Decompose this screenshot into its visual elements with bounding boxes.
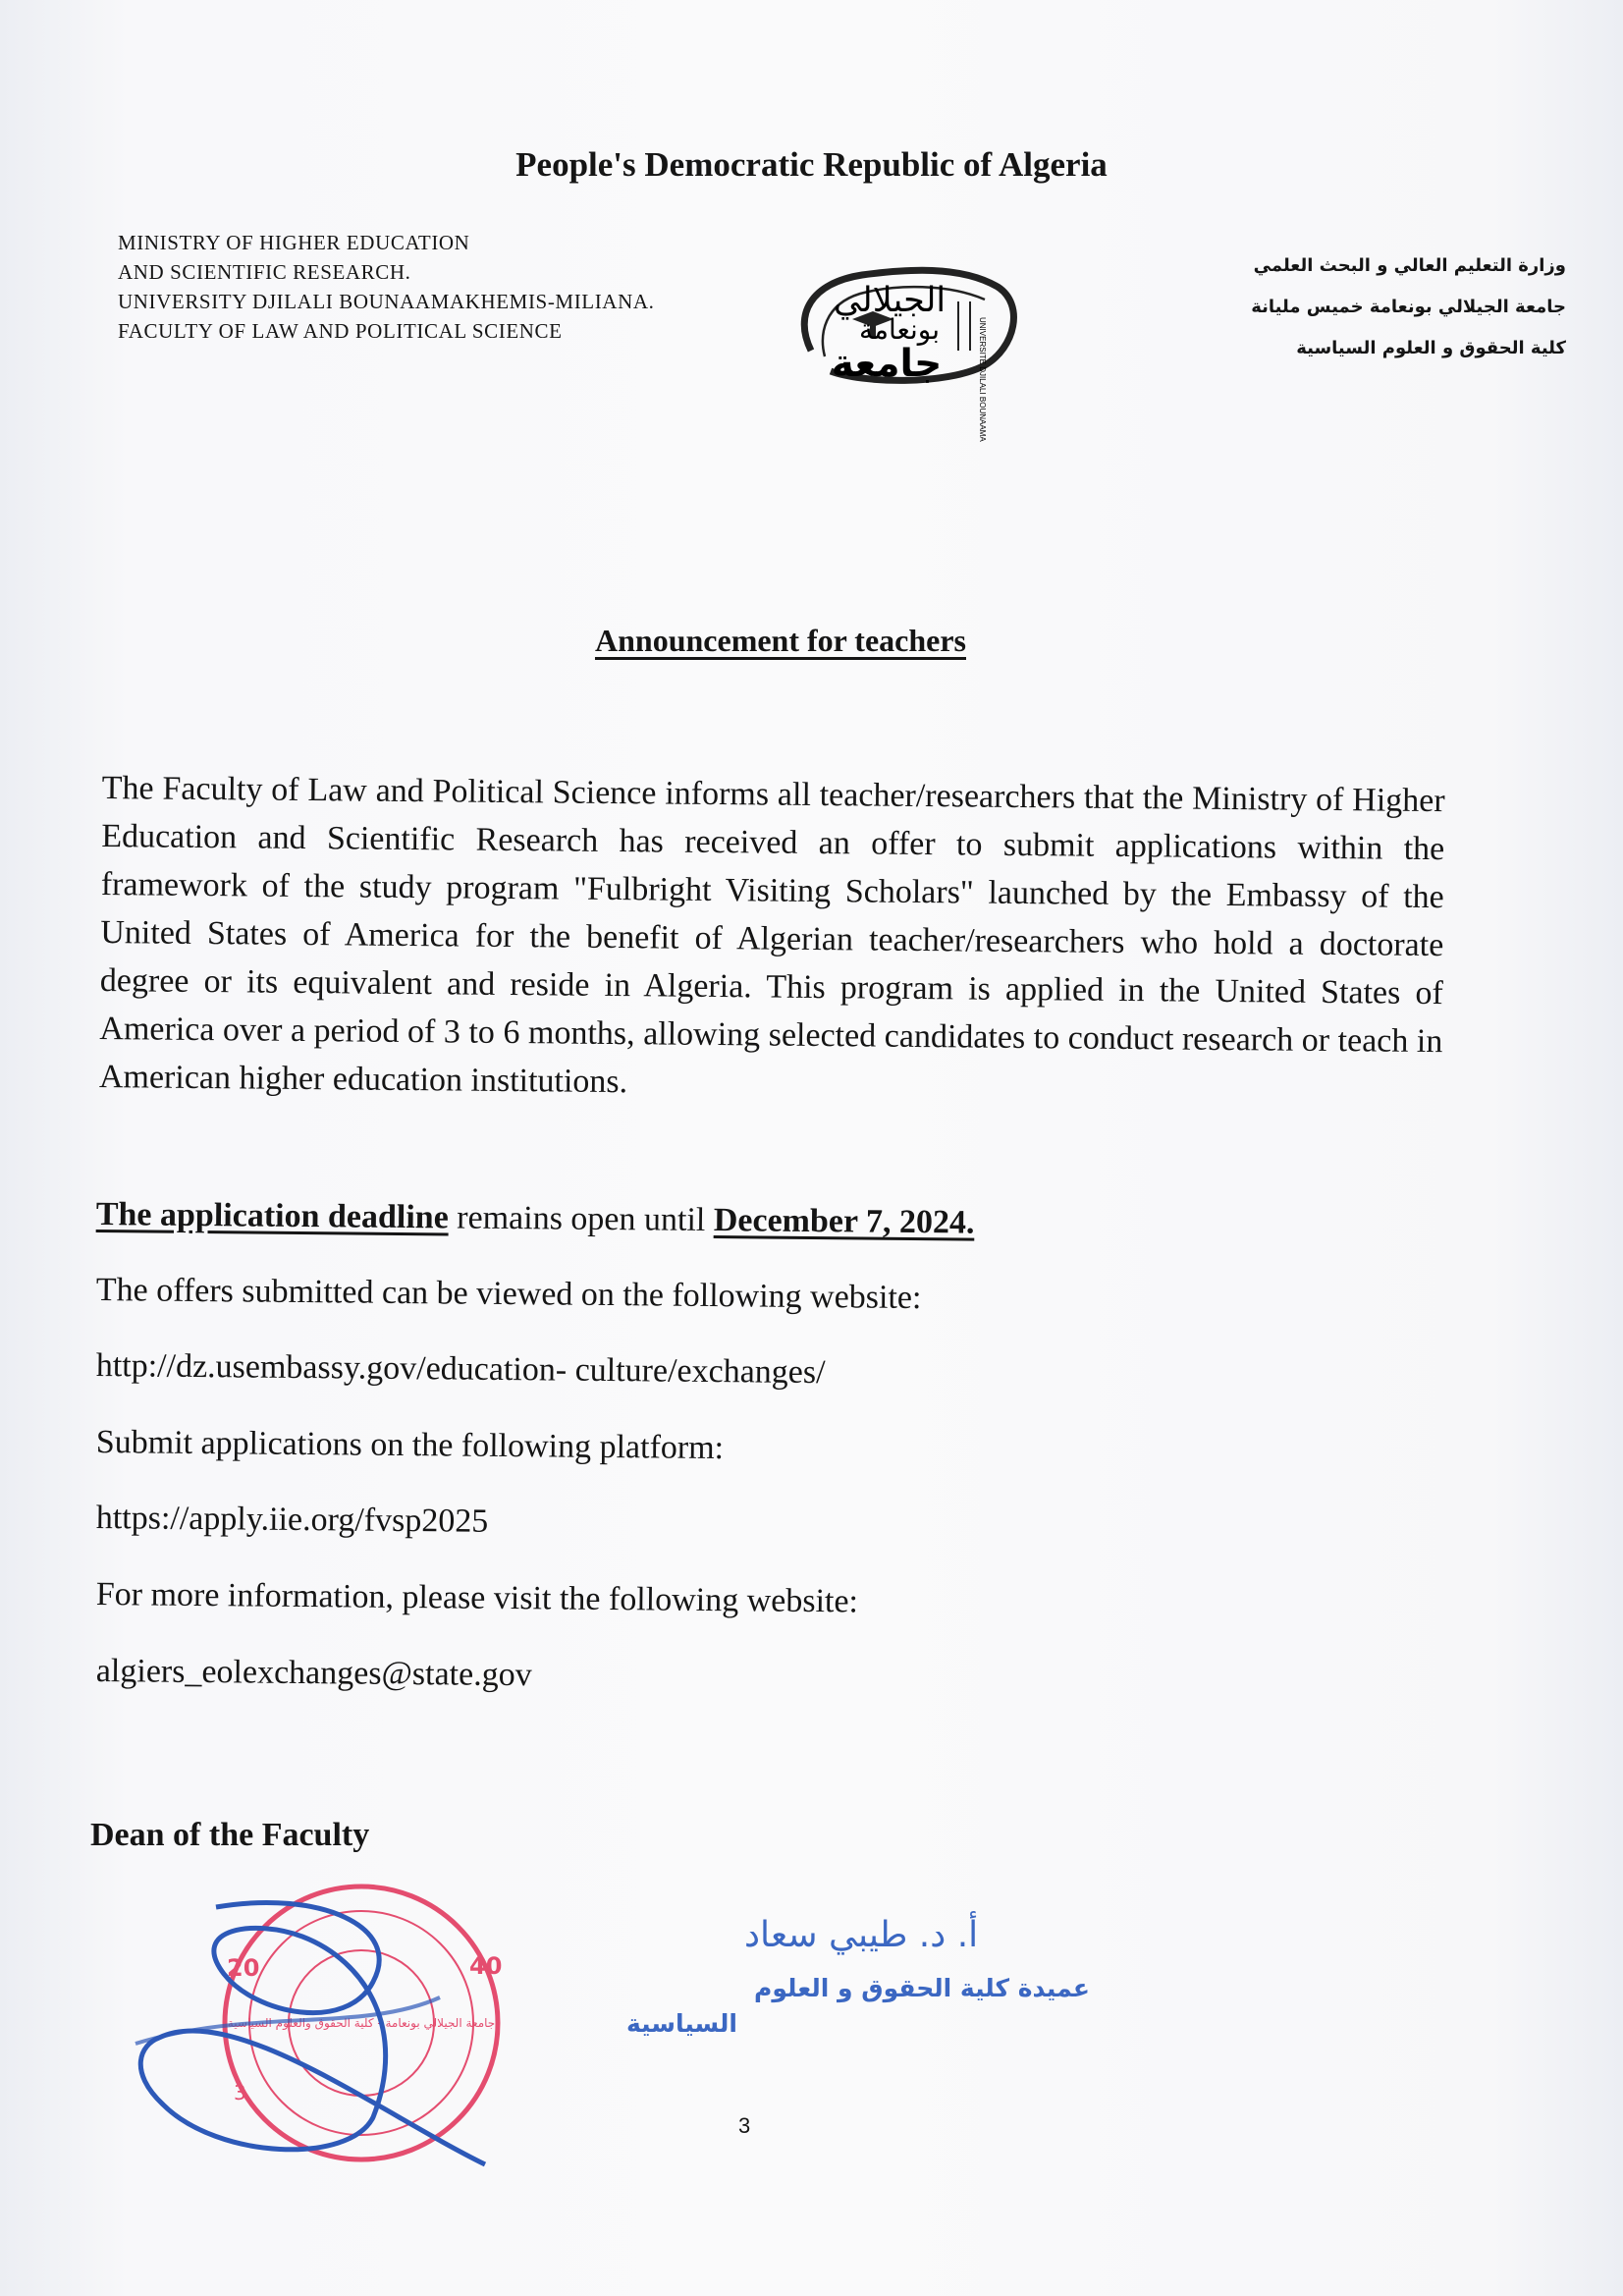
header-arabic-line: كلية الحقوق و العلوم السياسية [1296,338,1566,358]
header-arabic-line: وزارة التعليم العالي و البحث العلمي [1253,255,1566,276]
dean-heading: Dean of the Faculty [90,1817,370,1853]
stamp-digit: 3 [234,2081,246,2105]
logo-arabic-top: الجيلالي [833,281,947,320]
offers-url[interactable]: http://dz.usembassy.gov/education- culture/exchanges/ [95,1347,826,1392]
logo-arabic-bottom: جامعة [831,342,943,386]
announcement-title: Announcement for teachers [594,623,966,658]
signature-and-stamp [116,1872,1090,2166]
header-english-line: UNIVERSITY DJILALI BOUNAAMAKHEMIS-MILIANA. [118,290,655,313]
institution-header-arabic [1154,246,1566,369]
submission-description: Submit applications on the following platform: [95,1424,725,1467]
signature-name-arabic: أ. د. طيبي سعاد [744,1915,979,1955]
submission-url[interactable]: https://apply.iie.org/fvsp2025 [95,1500,489,1540]
header-english-line: AND SCIENTIFIC RESEARCH. [118,260,411,284]
country-title: People's Democratic Republic of Algeria [515,145,1108,184]
university-logo [784,257,1029,442]
offers-description: The offers submitted can be viewed on the following website: [95,1272,922,1317]
header-english-line: MINISTRY OF HIGHER EDUCATION [118,231,470,254]
contact-email[interactable]: algiers_eolexchanges@state.gov [95,1653,532,1694]
header-english-line: FACULTY OF LAW AND POLITICAL SCIENCE [118,319,563,343]
institution-header-english [118,228,654,346]
information-description: For more information, please visit the following website: [95,1576,859,1620]
signature-title-arabic-line1: عميدة كلية الحقوق و العلوم [754,1974,1090,2002]
stamp-digit: 20 [227,1954,260,1982]
deadline-label: The application deadline [95,1196,449,1236]
announcement-paragraph: The Faculty of Law and Political Science informs all teacher/researchers that the Ministry of Higher Education and Scientific Research has received an offer to submit applications within the framework of the study program "Fulbright Visiting Scholars" launched by the Embassy of the United States of America for the benefit of Algerian teacher/researchers who hold a doctorate degree or its equivalent and reside in Algeria. This program is applied in the United States of America over a period of 3 to 6 months, allowing selected candidates to conduct research or teach in American higher education institutions. [98,769,1445,1101]
deadline-middle-text: remains open until [448,1199,715,1239]
stamp-text: جامعة الجيلالي بونعامة - كلية الحقوق والعلوم السياسية [227,2016,496,2030]
logo-arabic-middle: بونعامة [858,313,941,346]
header-arabic-line: جامعة الجيلالي بونعامة خميس مليانة [1251,297,1566,317]
logo-side-text: UNIVERSITE DJILALI BOUNAAMA [978,317,987,442]
stamp-digit: 40 [469,1952,503,1980]
page-number: 3 [738,2113,751,2138]
deadline-line [96,1196,975,1242]
deadline-date: December 7, 2024. [713,1202,975,1241]
signature-title-arabic-line2: السياسية [626,2009,737,2038]
